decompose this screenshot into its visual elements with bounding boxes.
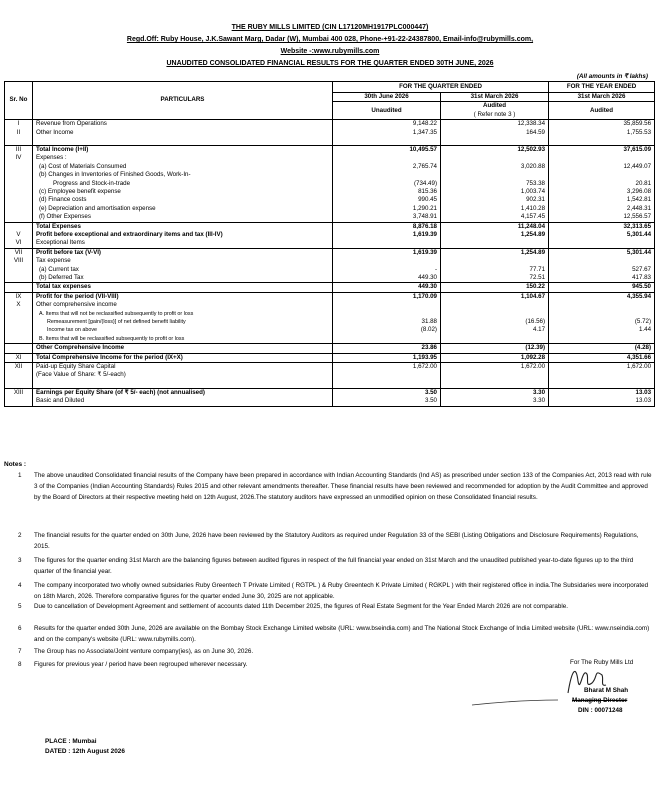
particular-cell: Other comprehensive income	[33, 301, 333, 309]
value-q2-cell	[441, 257, 549, 265]
value-year-cell: 32,313.65	[549, 222, 655, 231]
sr-cell: X	[5, 301, 33, 309]
signatory-designation: Managing Director	[572, 697, 628, 704]
value-q1-cell: 990.45	[333, 196, 441, 204]
sr-cell: XIII	[5, 388, 33, 397]
note-text: Figures for previous year / period have been regrouped wherever necessary.	[34, 661, 248, 668]
value-q2-cell: 1,092.28	[441, 353, 549, 362]
value-year-cell	[549, 137, 655, 145]
document-title: UNAUDITED CONSOLIDATED FINANCIAL RESULTS FOR THE QUARTER ENDED 30TH JUNE, 2026	[166, 60, 494, 67]
place: PLACE : Mumbai	[45, 738, 97, 745]
particular-cell: Other Comprehensive Income	[33, 344, 333, 353]
value-q1-cell	[333, 239, 441, 248]
value-year-cell: (4.28)	[549, 344, 655, 353]
value-year-cell: 12,556.57	[549, 213, 655, 222]
col2-status: Audited ( Refer note 3 )	[441, 102, 549, 120]
value-q2-cell: 1,254.89	[441, 231, 549, 239]
value-q2-cell	[441, 137, 549, 145]
financial-results-table	[4, 81, 655, 407]
note-number: 4	[18, 582, 22, 589]
particular-cell: Expenses :	[33, 154, 333, 162]
value-q1-cell: 1,619.39	[333, 231, 441, 239]
note-item	[4, 601, 654, 612]
note-text: The financial results for the quarter ended on 30th June, 2026 have been reviewed by the Statutory Auditors as required under Regulation 33 of the SEBI (Listing Obligations and Disclosure Requirements) Regulations, 2015.	[34, 532, 639, 550]
notes-title: Notes :	[4, 461, 27, 468]
value-q1-cell	[333, 380, 441, 388]
table-row	[5, 171, 655, 179]
col1-status: Unaudited	[333, 102, 441, 120]
value-year-cell: 1,542.81	[549, 196, 655, 204]
table-row	[5, 371, 655, 379]
table-row	[5, 310, 655, 318]
particular-cell: Paid-up Equity Share Capital	[33, 363, 333, 372]
table-row	[5, 283, 655, 292]
particular-cell: (a) Cost of Materials Consumed	[33, 163, 333, 171]
sr-cell: II	[5, 129, 33, 137]
value-q2-cell	[441, 301, 549, 309]
table-row	[5, 205, 655, 213]
sr-cell	[5, 310, 33, 318]
value-q1-cell: 1,290.21	[333, 205, 441, 213]
value-q1-cell: 2,765.74	[333, 163, 441, 171]
value-q2-cell: (12.39)	[441, 344, 549, 353]
value-q1-cell: 449.30	[333, 283, 441, 292]
table-row	[5, 154, 655, 162]
particular-cell: Total Income (I+II)	[33, 145, 333, 154]
particular-cell: Total Expenses	[33, 222, 333, 231]
value-q1-cell	[333, 301, 441, 309]
note-number: 2	[18, 532, 22, 539]
value-q1-cell: 1,672.00	[333, 363, 441, 372]
table-row	[5, 145, 655, 154]
value-year-cell: 13.03	[549, 388, 655, 397]
value-year-cell: 3,296.08	[549, 188, 655, 196]
sr-cell: III	[5, 145, 33, 154]
particular-cell: (Face Value of Share: ₹ 5/-each)	[33, 371, 333, 379]
table-row	[5, 180, 655, 188]
value-q2-cell: 753.38	[441, 180, 549, 188]
table-row	[5, 239, 655, 248]
note-text: The Group has no Associate/Joint venture company(ies), as on June 30, 2026.	[34, 648, 254, 655]
sr-cell: VIII	[5, 257, 33, 265]
value-year-cell: 945.50	[549, 283, 655, 292]
sr-cell	[5, 371, 33, 379]
sr-cell: XI	[5, 353, 33, 362]
value-year-cell: (5.72)	[549, 318, 655, 326]
value-year-cell: 5,301.44	[549, 248, 655, 257]
table-body	[5, 120, 655, 406]
value-q2-cell: 77.71	[441, 266, 549, 274]
particular-cell: Remeasurement [gain/(loss)] of net defined benefit liability	[33, 318, 333, 326]
value-year-cell: 20.81	[549, 180, 655, 188]
note-number: 7	[18, 648, 22, 655]
table-row	[5, 163, 655, 171]
note-item	[4, 623, 654, 645]
table-row	[5, 120, 655, 129]
value-q1-cell	[333, 257, 441, 265]
value-q2-cell	[441, 239, 549, 248]
particular-cell: B. Items that will be reclassified subsequently to profit or loss	[33, 335, 333, 344]
sr-cell	[5, 326, 33, 334]
value-q2-cell: 164.59	[441, 129, 549, 137]
value-q2-cell	[441, 371, 549, 379]
value-q1-cell: 3.50	[333, 397, 441, 406]
col2-date: 31st March 2026	[441, 93, 549, 102]
value-q1-cell	[333, 335, 441, 344]
sr-cell: IV	[5, 154, 33, 162]
value-year-cell: 417.83	[549, 274, 655, 283]
value-q1-cell: 1,347.35	[333, 129, 441, 137]
sr-cell	[5, 274, 33, 283]
value-q2-cell: 4,157.45	[441, 213, 549, 222]
value-q2-cell: 150.22	[441, 283, 549, 292]
table-row	[5, 274, 655, 283]
note-text: Results for the quarter ended 30th June, 2026 are available on the Bombay Stock Exchange Limited website (URL: www.bseindia.com) and The National Stock Exchange of India Limited website (URL: www.nseindia.com) and on the company's website (URL: www.rubymills.com).	[34, 625, 650, 643]
particular-cell: Total tax expenses	[33, 283, 333, 292]
sr-no-header: Sr. No	[5, 82, 33, 120]
table-row	[5, 231, 655, 239]
particular-cell: Progress and Stock-in-trade	[33, 180, 333, 188]
value-year-cell	[549, 154, 655, 162]
particular-cell: Revenue from Operations	[33, 120, 333, 129]
signatory-name: Bharat M Shah	[584, 687, 629, 694]
value-q1-cell: -	[333, 266, 441, 274]
value-q2-cell: 1,672.00	[441, 363, 549, 372]
value-q1-cell: 449.30	[333, 274, 441, 283]
value-q1-cell	[333, 371, 441, 379]
particular-cell: (f) Other Expenses	[33, 213, 333, 222]
value-q2-cell: 11,248.04	[441, 222, 549, 231]
table-row	[5, 196, 655, 204]
note-number: 8	[18, 661, 22, 668]
value-year-cell	[549, 380, 655, 388]
sr-cell: VII	[5, 248, 33, 257]
company-name: THE RUBY MILLS LIMITED (CIN L17120MH1917PLC000447)	[231, 24, 429, 31]
note-text: The figures for the quarter ending 31st March are the balancing figures between audited figures in respect of the full financial year ended on 31st March and the unaudited published year-to-date figures up to the third quarter of the financial year.	[34, 557, 634, 575]
value-year-cell: 12,449.07	[549, 163, 655, 171]
particular-cell: Basic and Diluted	[33, 397, 333, 406]
particular-cell: Other Income	[33, 129, 333, 137]
value-q2-cell	[441, 335, 549, 344]
value-q2-cell: 72.51	[441, 274, 549, 283]
value-q1-cell: 10,495.57	[333, 145, 441, 154]
table-row	[5, 326, 655, 334]
note-item	[4, 555, 654, 577]
table-row	[5, 188, 655, 196]
value-year-cell: 527.67	[549, 266, 655, 274]
particulars-header: PARTICULARS	[33, 82, 333, 120]
signature-line	[470, 698, 560, 708]
note-item	[4, 580, 654, 602]
value-year-cell: 5,301.44	[549, 231, 655, 239]
particular-cell: Tax expense	[33, 257, 333, 265]
value-q2-cell: 1,410.28	[441, 205, 549, 213]
value-q1-cell: 1,619.39	[333, 248, 441, 257]
value-q2-cell: 12,502.93	[441, 145, 549, 154]
particular-cell: Profit before tax (V-VI)	[33, 248, 333, 257]
value-q1-cell: (734.49)	[333, 180, 441, 188]
table-row	[5, 129, 655, 137]
note-text: The above unaudited Consolidated financial results of the Company have been prepared in accordance with Indian Accounting Standards (Ind AS) as prescribed under section 133 of the Companies Act, 2013 read with rule 3 of the Companies (Indian Accounting Standards) Rules 2015 and other relevant amendments thereafter. These financial results have been reviewed and recommended for adoption by the Audit Committee and approved by the Board of Directors at their respective meeting held on 12th August, 2026.The statutory auditors have expressed an unmodified opinion on these Consolidated financial results.	[34, 472, 652, 501]
table-row	[5, 213, 655, 222]
particular-cell	[33, 137, 333, 145]
sr-cell	[5, 318, 33, 326]
value-q2-cell: 3,020.88	[441, 163, 549, 171]
table-row	[5, 137, 655, 145]
sr-cell: XII	[5, 363, 33, 372]
value-year-cell: 35,859.56	[549, 120, 655, 129]
col3-date: 31st March 2026	[549, 93, 655, 102]
particular-cell: Earnings per Equity Share (of ₹ 5/- each) (not annualised)	[33, 388, 333, 397]
value-q1-cell	[333, 310, 441, 318]
value-year-cell: 37,615.09	[549, 145, 655, 154]
value-q1-cell: 1,170.09	[333, 292, 441, 301]
value-q2-cell: 1,254.89	[441, 248, 549, 257]
particular-cell: A. Items that will not be reclassified subsequently to profit or loss	[33, 310, 333, 318]
note-item	[4, 659, 654, 670]
sr-cell	[5, 137, 33, 145]
value-year-cell: 2,448.31	[549, 205, 655, 213]
table-row	[5, 380, 655, 388]
particular-cell: Total Comprehensive Income for the period (IX+X)	[33, 353, 333, 362]
sr-cell	[5, 163, 33, 171]
sr-cell	[5, 188, 33, 196]
note-item	[4, 530, 654, 552]
particular-cell: Exceptional Items	[33, 239, 333, 248]
value-q1-cell	[333, 171, 441, 179]
note-number: 3	[18, 557, 22, 564]
table-row	[5, 301, 655, 309]
value-q1-cell: 31.88	[333, 318, 441, 326]
particular-cell: Income tax on above	[33, 326, 333, 334]
note-item	[4, 646, 654, 657]
particular-cell: (e) Depreciation and amortisation expense	[33, 205, 333, 213]
table-row	[5, 292, 655, 301]
value-year-cell	[549, 171, 655, 179]
value-q1-cell: 3,748.91	[333, 213, 441, 222]
dated: DATED : 12th August 2026	[45, 748, 125, 755]
table-row	[5, 266, 655, 274]
value-year-cell	[549, 257, 655, 265]
sr-cell	[5, 222, 33, 231]
particular-cell: (b) Changes in Inventories of Finished Goods, Work-In-	[33, 171, 333, 179]
value-year-cell	[549, 310, 655, 318]
sr-cell	[5, 380, 33, 388]
note-item	[4, 470, 654, 503]
table-row	[5, 363, 655, 372]
sr-cell	[5, 180, 33, 188]
value-year-cell: 4,351.66	[549, 353, 655, 362]
sr-cell	[5, 196, 33, 204]
particular-cell: (c) Employee benefit expense	[33, 188, 333, 196]
note-text: The company incorporated two wholly owned subsidaries Ruby Greentech T Private Limited ( RGTPL ) & Ruby Greentech K Private Limited ( RGKPL ) with their registered office in india.The Subsidaries were incorporated on 18th March, 2026. Therefore comparative figures for the quarter ended June 30, 2025 are not applicable.	[34, 582, 649, 600]
registered-office: Regd.Off: Ruby House, J.K.Sawant Marg, Dadar (W), Mumbai 400 028, Phone-+91-22-24387800, Email-info@rubymills.com,	[126, 36, 534, 43]
value-q1-cell	[333, 137, 441, 145]
value-q1-cell: 9,148.22	[333, 120, 441, 129]
table-row	[5, 397, 655, 406]
year-ended-header: FOR THE YEAR ENDED	[549, 82, 655, 93]
value-year-cell: 4,355.94	[549, 292, 655, 301]
sr-cell: V	[5, 231, 33, 239]
value-q2-cell: (16.56)	[441, 318, 549, 326]
table-row	[5, 335, 655, 344]
table-row	[5, 257, 655, 265]
value-year-cell	[549, 371, 655, 379]
note-text: Due to cancellation of Development Agreement and settlement of accounts dated 11th December 2025, the figures of Real Estate Segment for the Year Ended March 2026 are not comparable.	[34, 603, 569, 610]
signature-for-company: For The Ruby Mills Ltd	[570, 659, 634, 666]
col3-status: Audited	[549, 102, 655, 120]
value-q1-cell: 1,193.95	[333, 353, 441, 362]
table-row	[5, 388, 655, 397]
value-q1-cell: 3.50	[333, 388, 441, 397]
sr-cell	[5, 171, 33, 179]
value-q2-cell: 1,104.67	[441, 292, 549, 301]
sr-cell: VI	[5, 239, 33, 248]
sr-cell	[5, 283, 33, 292]
value-q1-cell: (8.02)	[333, 326, 441, 334]
value-year-cell: 13.03	[549, 397, 655, 406]
sr-cell	[5, 266, 33, 274]
website-line: Website -:www.rubymills.com	[280, 48, 380, 55]
particular-cell: (b) Deferred Tax	[33, 274, 333, 283]
value-year-cell: 1,755.53	[549, 129, 655, 137]
particular-cell: (d) Finance costs	[33, 196, 333, 204]
note-number: 1	[18, 472, 22, 479]
value-year-cell	[549, 239, 655, 248]
sr-cell	[5, 344, 33, 353]
value-q2-cell	[441, 310, 549, 318]
sr-cell: I	[5, 120, 33, 129]
col1-date: 30th June 2026	[333, 93, 441, 102]
signatory-din: DIN : 00071248	[578, 707, 623, 714]
particular-cell: (a) Current tax	[33, 266, 333, 274]
table-row	[5, 222, 655, 231]
value-q2-cell: 3.30	[441, 397, 549, 406]
value-year-cell: 1.44	[549, 326, 655, 334]
particular-cell: Profit for the period (VII-VIII)	[33, 292, 333, 301]
quarter-ended-header: FOR THE QUARTER ENDED	[333, 82, 549, 93]
note-number: 5	[18, 603, 22, 610]
value-year-cell	[549, 301, 655, 309]
value-q1-cell: 23.86	[333, 344, 441, 353]
particular-cell: Profit before exceptional and extraordinary items and tax (III-IV)	[33, 231, 333, 239]
value-q2-cell: 4.17	[441, 326, 549, 334]
value-q2-cell: 902.31	[441, 196, 549, 204]
particular-cell	[33, 380, 333, 388]
table-row	[5, 353, 655, 362]
value-q2-cell	[441, 154, 549, 162]
value-q2-cell: 1,003.74	[441, 188, 549, 196]
table-row	[5, 248, 655, 257]
value-q2-cell	[441, 380, 549, 388]
table-row	[5, 318, 655, 326]
sr-cell	[5, 213, 33, 222]
note-number: 6	[18, 625, 22, 632]
value-q1-cell: 815.36	[333, 188, 441, 196]
value-q1-cell	[333, 154, 441, 162]
value-q2-cell: 12,338.34	[441, 120, 549, 129]
value-q2-cell	[441, 171, 549, 179]
value-year-cell	[549, 335, 655, 344]
sr-cell: IX	[5, 292, 33, 301]
sr-cell	[5, 397, 33, 406]
sr-cell	[5, 335, 33, 344]
amounts-note: (All amounts in ₹ lakhs)	[576, 73, 648, 80]
table-row	[5, 344, 655, 353]
value-q1-cell: 8,876.18	[333, 222, 441, 231]
value-year-cell: 1,672.00	[549, 363, 655, 372]
sr-cell	[5, 205, 33, 213]
value-q2-cell: 3.30	[441, 388, 549, 397]
